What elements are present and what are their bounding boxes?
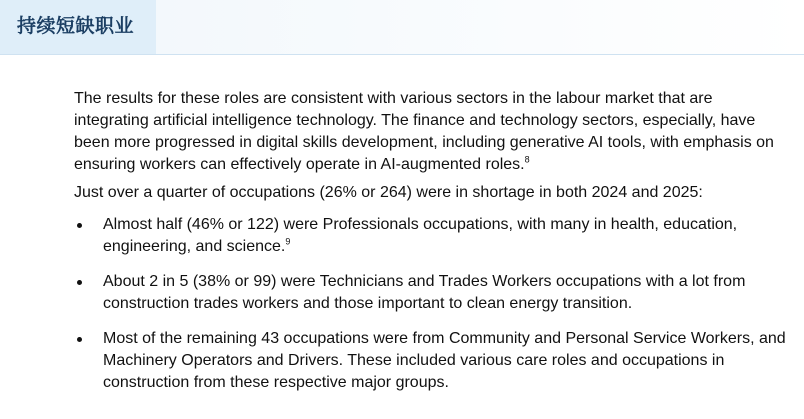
paragraph-shortage-summary — [74, 182, 786, 204]
header-divider — [0, 54, 804, 55]
bullet-text: Most of the remaining 43 occupations were from Community and Personal Service Workers, and Machinery Operators and Drivers. These included various care roles and occupations in construction from these respective major groups. — [103, 330, 786, 391]
bullet-item-technicians — [74, 271, 786, 315]
header-band — [156, 0, 804, 54]
paragraph-ai-sectors — [74, 88, 786, 176]
bullet-text: Almost half (46% or 122) were Professionals occupations, with many in health, education, engineering, and science. — [103, 216, 738, 255]
section-title: 持续短缺职业 — [17, 15, 135, 37]
bullet-dot-icon — [77, 280, 82, 285]
paragraph-text: The results for these roles are consistent with various sectors in the labour market that are integrating artificial intelligence technology. The finance and technology sectors, especially, have been more progressed in digital skills development, including generative AI tools, with emphasis on ensuring workers can effectively operate in AI-augmented roles. — [74, 90, 774, 173]
bullet-text: About 2 in 5 (38% or 99) were Technicians and Trades Workers occupations with a lot from construction trades workers and those important to clean energy transition. — [103, 273, 746, 312]
section-header — [0, 0, 804, 54]
bullet-item-professionals — [74, 214, 786, 258]
bullet-dot-icon — [77, 337, 82, 342]
bullet-dot-icon — [77, 223, 82, 228]
bullet-item-remaining — [74, 328, 786, 394]
body-content — [74, 88, 786, 407]
footnote-ref[interactable]: 8 — [524, 154, 530, 165]
footnote-ref[interactable]: 9 — [285, 236, 291, 247]
paragraph-text: Just over a quarter of occupations (26% or 264) were in shortage in both 2024 and 2025: — [74, 184, 703, 201]
bullet-list — [74, 214, 786, 394]
